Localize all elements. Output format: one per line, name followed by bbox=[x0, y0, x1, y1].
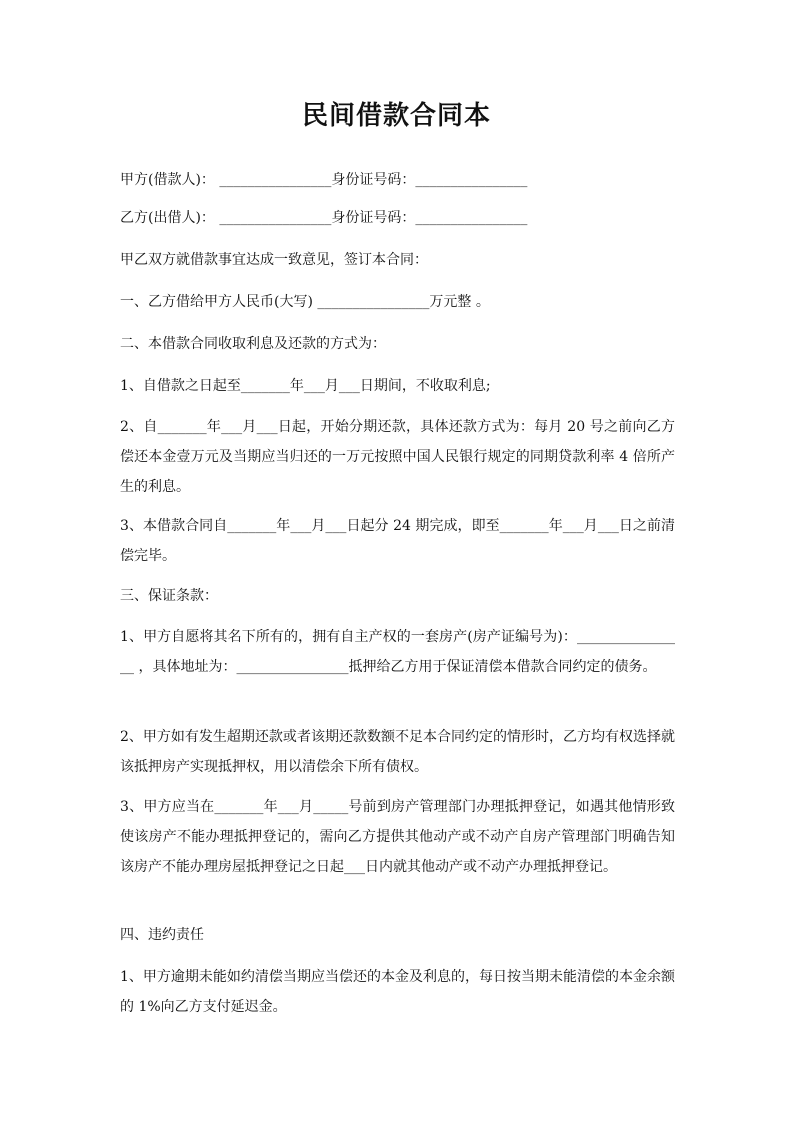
clause-2-item-3: 3、本借款合同自_______年___月___日起分 24 期完成，即至_______年___月___日之前清偿完毕。 bbox=[120, 518, 675, 564]
clause-3-heading: 三、保证条款： bbox=[120, 588, 218, 604]
clause-3-item-2: 2、甲方如有发生超期还款或者该期还款数额不足本合同约定的情形时，乙方均有权选择就该抵押房产实现抵押权，用以清偿余下所有债权。 bbox=[120, 729, 675, 775]
clause-2-item-2: 2、自_______年___月___日起，开始分期还款，具体还款方式为：每月 20 号之前向乙方偿还本金壹万元及当期应当归还的一万元按照中国人民银行规定的同期贷款利率 4 倍所产生的利息。 bbox=[120, 419, 675, 495]
party-a-line: 甲方(借款人)： ________________身份证号码：________________ bbox=[120, 172, 528, 188]
clause-3-item-1: 1、甲方自愿将其名下所有的，拥有自主产权的一套房产(房产证编号为)：________________ ，具体地址为：________________抵押给乙方用于保证清偿本借款合同约定的债务。 bbox=[120, 629, 675, 675]
clause-3-item-3: 3、甲方应当在_______年___月_____号前到房产管理部门办理抵押登记，如遇其他情形致使该房产不能办理抵押登记的，需向乙方提供其他动产或不动产自房产管理部门明确告知该房产不能办理房屋抵押登记之日起___日内就其他动产或不动产办理抵押登记。 bbox=[120, 799, 675, 875]
document-title: 民间借款合同本 bbox=[301, 101, 491, 131]
agreement-intro: 甲乙双方就借款事宜达成一致意见，签订本合同： bbox=[120, 252, 428, 268]
clause-4-item-1: 1、甲方逾期未能如约清偿当期应当偿还的本金及利息的，每日按当期未能清偿的本金余额的 1%向乙方支付延迟金。 bbox=[120, 969, 675, 1015]
clause-1-loan-amount: 一、乙方借给甲方人民币(大写) ________________万元整 。 bbox=[120, 294, 490, 310]
clause-4-heading: 四、违约责任 bbox=[120, 927, 204, 943]
party-b-line: 乙方(出借人)： ________________身份证号码：________________ bbox=[120, 210, 528, 226]
clause-2-item-1: 1、自借款之日起至_______年___月___日期间，不收取利息; bbox=[120, 378, 491, 394]
clause-2-heading: 二、本借款合同收取利息及还款的方式为： bbox=[120, 336, 386, 352]
